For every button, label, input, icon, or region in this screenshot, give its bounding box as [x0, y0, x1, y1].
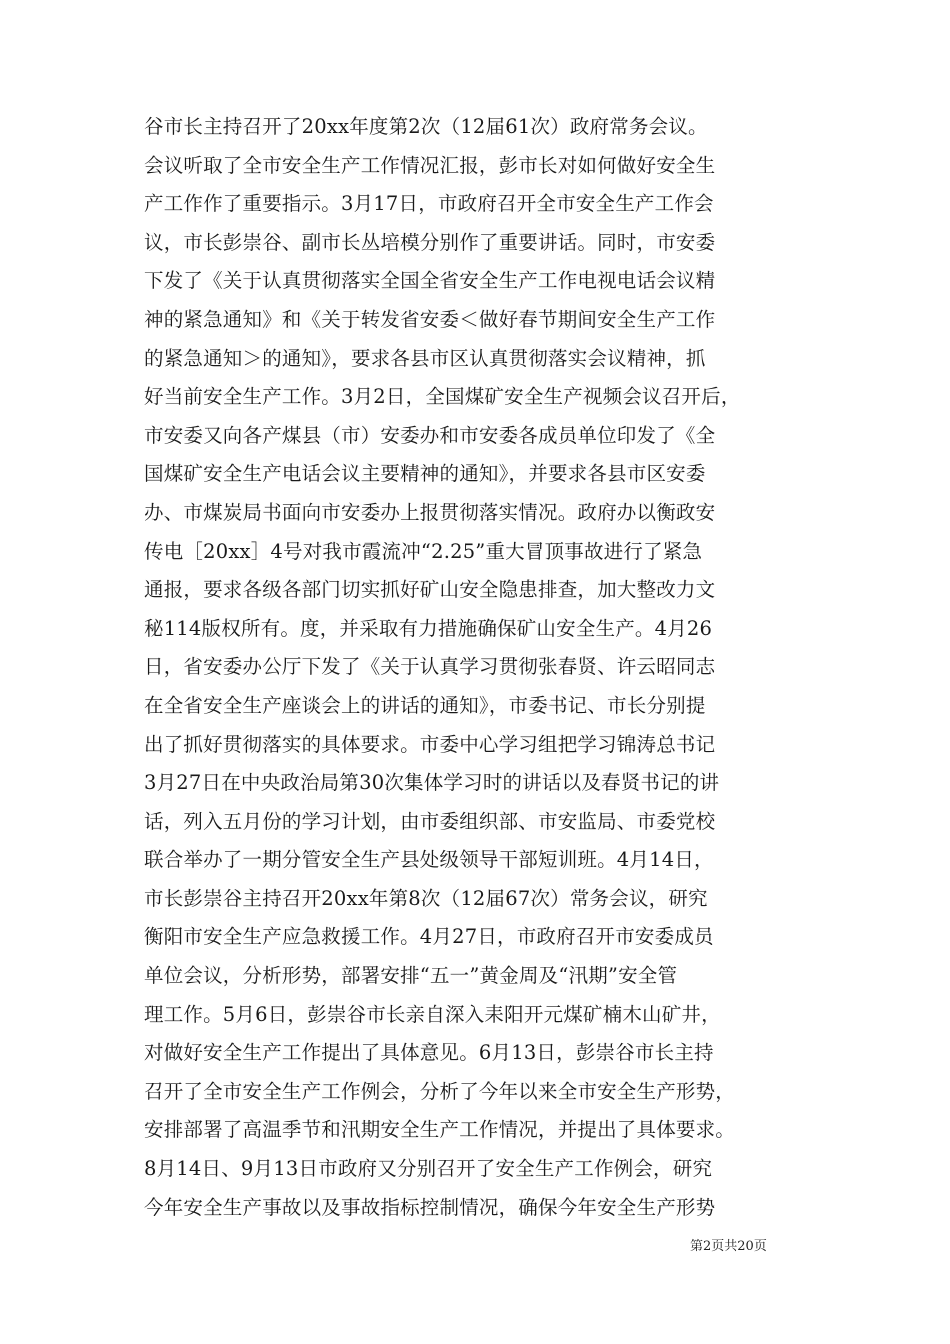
text-line-13: 通报，要求各级各部门切实抓好矿山安全隐患排查，加大整改力文 [144, 578, 716, 602]
text-line-26: 召开了全市安全生产工作例会，分析了今年以来全市安全生产形势， [144, 1079, 736, 1103]
text-line-8: 好当前安全生产工作。3月2日，全国煤矿安全生产视频会议召开后， [144, 385, 741, 409]
text-line-29: 今年安全生产事故以及事故指标控制情况，确保今年安全生产形势 [144, 1195, 716, 1219]
text-line-15: 日，省安委办公厅下发了《关于认真学习贯彻张春贤、许云昭同志 [144, 655, 716, 679]
text-line-6: 神的紧急通知》和《关于转发省安委＜做好春节期间安全生产工作 [144, 307, 716, 331]
text-line-28: 8月14日、9月13日市政府又分别召开了安全生产工作例会，研究 [144, 1157, 713, 1181]
text-line-17: 出了抓好贯彻落实的具体要求。市委中心学习组把学习锦涛总书记 [144, 732, 716, 756]
body-paragraph [144, 108, 824, 1227]
text-line-4: 议，市长彭崇谷、副市长丛培模分别作了重要讲话。同时，市安委 [144, 230, 716, 254]
text-line-2: 会议听取了全市安全生产工作情况汇报，彭市长对如何做好安全生 [144, 153, 716, 177]
text-line-23: 单位会议，分析形势，部署安排“五一”黄金周及“汛期”安全管 [144, 964, 678, 988]
page-number-footer: 第2页共20页 [690, 1239, 767, 1254]
text-line-11: 办、市煤炭局书面向市安委办上报贯彻落实情况。政府办以衡政安 [144, 500, 716, 524]
text-line-5: 下发了《关于认真贯彻落实全国全省安全生产工作电视电话会议精 [144, 269, 716, 293]
text-line-3: 产工作作了重要指示。3月17日，市政府召开全市安全生产工作会 [144, 192, 714, 216]
text-line-19: 话，列入五月份的学习计划，由市委组织部、市安监局、市委党校 [144, 809, 716, 833]
text-line-10: 国煤矿安全生产电话会议主要精神的通知》，并要求各县市区安委 [144, 462, 706, 486]
text-line-24: 理工作。5月6日，彭崇谷市长亲自深入耒阳开元煤矿楠木山矿井， [144, 1002, 721, 1026]
text-line-9: 市安委又向各产煤县（市）安委办和市安委各成员单位印发了《全 [144, 423, 716, 447]
text-line-22: 衡阳市安全生产应急救援工作。4月27日，市政府召开市安委成员 [144, 925, 714, 949]
text-line-1: 谷市长主持召开了20xx年度第2次（12届61次）政府常务会议。 [144, 115, 708, 138]
text-line-7: 的紧急通知＞的通知》，要求各县市区认真贯彻落实会议精神，抓 [144, 346, 706, 370]
text-line-14: 秘114版权所有。度，并采取有力措施确保矿山安全生产。4月26 [144, 616, 713, 640]
text-line-18: 3月27日在中央政治局第30次集体学习时的讲话以及春贤书记的讲 [144, 771, 720, 795]
text-line-12: 传电［20xx］4号对我市霞流冲“2.25”重大冒顶事故进行了紧急 [144, 539, 703, 563]
text-line-27: 安排部署了高温季节和汛期安全生产工作情况，并提出了具体要求。 [144, 1118, 736, 1142]
text-line-25: 对做好安全生产工作提出了具体意见。6月13日，彭崇谷市长主持 [144, 1041, 714, 1065]
text-line-21: 市长彭崇谷主持召开20xx年第8次（12届67次）常务会议，研究 [144, 886, 708, 910]
text-line-16: 在全省安全生产座谈会上的讲话的通知》，市委书记、市长分别提 [144, 693, 706, 717]
text-line-20: 联合举办了一期分管安全生产县处级领导干部短训班。4月14日， [144, 848, 714, 872]
